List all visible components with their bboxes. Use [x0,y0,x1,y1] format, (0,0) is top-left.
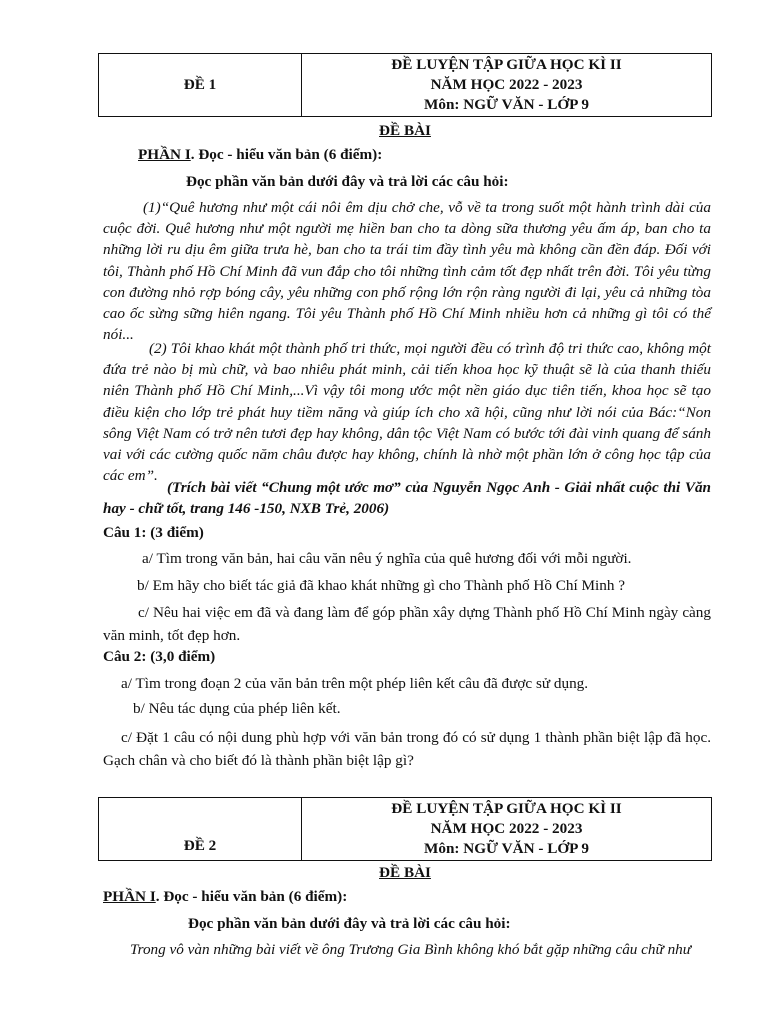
de2-header-table [98,797,712,861]
de2-phan1-label: PHẦN I [103,888,156,905]
de1-passage-2: (2) Tôi khao khát một thành phố tri thức, mọi người đều có trình độ tri thức cao, không một đứa trẻ nào bị mù chữ, và bao nhiêu phát minh, cải tiến khoa học kỹ thuật sẽ là của thanh thiếu niên Thành phố Hồ Chí Minh,...Vì vậy tôi mong ước một nền giáo dục tiên tiến, khoa học sẽ tạo điều kiện cho lớp trẻ phát huy tiềm năng và giúp ích cho xã hội, cũng như lời nói của Bác:“Non sông Việt Nam có trở nên tươi đẹp hay không, dân tộc Việt Nam có bước tới đài vinh quang để sánh vai với các cường quốc năm châu được hay không, chính là nhờ một phần lớn ở công học tập của các em”. [103,340,711,485]
de2-label: ĐỀ 2 [99,798,302,861]
de1-label: ĐỀ 1 [99,54,302,117]
de1-instruction: Đọc phần văn bản dưới đây và trả lời các câu hỏi: [186,173,509,190]
de2-phan1-rest: . Đọc - hiểu văn bản (6 điểm): [155,888,348,905]
de2-passage-start: Trong vô vàn những bài viết về ông Trương Gia Bình không khó bắt gặp những câu chữ như [130,941,692,958]
de1-title-line1: ĐỀ LUYỆN TẬP GIỮA HỌC KÌ II [391,56,622,73]
de2-title-line1: ĐỀ LUYỆN TẬP GIỮA HỌC KÌ II [391,800,622,817]
de1-header-table [98,53,712,117]
de1-passage-1: (1)“Quê hương như một cái nôi êm dịu chở che, vỗ về ta trong suốt một hành trình dài của cuộc đời. Quê hương như một người mẹ hiền ban cho ta dòng sữa thương yêu ấm áp, ban cho ta những lời ru dịu êm giữa trưa hè, ban cho ta trái tim đầy tình yêu mà không cần đền đáp. Đối với tôi, Thành phố Hồ Chí Minh đã vun đắp cho tôi những tình cảm tốt đẹp nhất trên đời. Tôi yêu từng con đường nhỏ rợp bóng cây, yêu những con phố rộng lớn rộn ràng người đi lại, yêu cả những tòa cao ốc sừng sững hiên ngang. Tôi yêu Thành phố Hồ Chí Minh nhiều hơn cả những gì tôi có thể nói... [103,199,711,344]
de2-title-line3: Môn: NGỮ VĂN - LỚP 9 [424,840,589,857]
de1-cau2-c: c/ Đặt 1 câu có nội dung phù hợp với văn bản trong đó có sử dụng 1 thành phần biệt lập đã học. Gạch chân và cho biết đó là thành phần biệt lập gì? [103,729,711,769]
de1-de-bai: ĐỀ BÀI [379,122,431,139]
de1-title-line2: NĂM HỌC 2022 - 2023 [430,76,583,93]
de2-instruction: Đọc phần văn bản dưới đây và trả lời các câu hỏi: [188,915,511,932]
de1-phan1-rest: . Đọc - hiểu văn bản (6 điểm): [190,146,383,163]
de1-phan1-label: PHẦN I [138,146,191,163]
de1-title-cell [302,54,712,117]
de1-source: (Trích bài viết “Chung một ước mơ” của Nguyễn Ngọc Anh - Giải nhất cuộc thi Văn hay - chữ tốt, trang 146 -150, NXB Trẻ, 2006) [103,479,711,518]
de1-cau2-a: a/ Tìm trong đoạn 2 của văn bản trên một phép liên kết câu đã được sử dụng. [121,675,589,692]
de1-cau1-title: Câu 1: (3 điểm) [103,524,204,541]
de2-title-line2: NĂM HỌC 2022 - 2023 [430,820,583,837]
de2-de-bai: ĐỀ BÀI [379,864,431,881]
de1-cau2-title: Câu 2: (3,0 điểm) [103,648,216,665]
de1-cau2-b: b/ Nêu tác dụng của phép liên kết. [133,700,341,717]
de2-title-cell [302,798,712,861]
de1-cau1-a: a/ Tìm trong văn bản, hai câu văn nêu ý nghĩa của quê hương đối với mỗi người. [142,550,632,567]
de1-cau1-c: c/ Nêu hai việc em đã và đang làm để góp phần xây dựng Thành phố Hồ Chí Minh ngày càng văn minh, tốt đẹp hơn. [103,604,711,644]
de2-phan1-heading [103,888,347,906]
de1-phan1-heading [138,146,382,164]
de1-cau1-b: b/ Em hãy cho biết tác giả đã khao khát những gì cho Thành phố Hồ Chí Minh ? [137,577,625,594]
de1-title-line3: Môn: NGỮ VĂN - LỚP 9 [424,96,589,113]
